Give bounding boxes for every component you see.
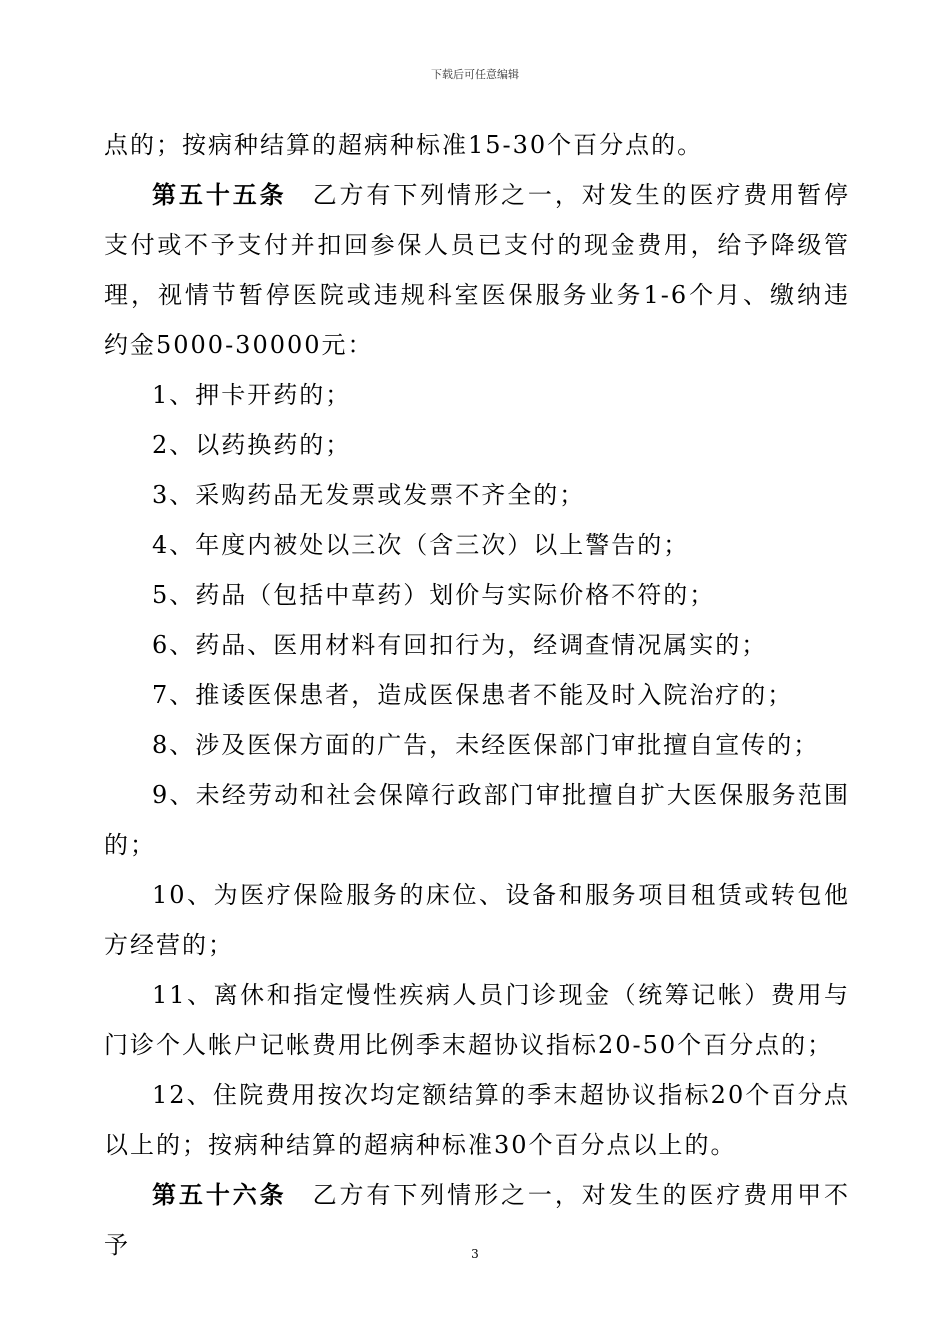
article-55 [104,170,850,370]
list-item: 2、以药换药的； [152,431,352,459]
list-item: 9、未经劳动和社会保障行政部门审批擅自扩大医保服务范围的； [104,781,850,859]
list-item: 12、住院费用按次均定额结算的季末超协议指标20个百分点以上的；按病种结算的超病种标准30个百分点以上的。 [104,1081,850,1159]
list-item: 5、药品（包括中草药）划价与实际价格不符的； [152,581,716,609]
list-item: 7、推诿医保患者，造成医保患者不能及时入院治疗的； [152,681,794,709]
article-56-text: 乙方有下列情形之一，对发生的医疗费用甲不予 [104,1181,851,1259]
list-item: 4、年度内被处以三次（含三次）以上警告的； [152,531,690,559]
paragraph-continuation: 点的；按病种结算的超病种标准15-30个百分点的。 [104,131,704,159]
list-item: 11、离休和指定慢性疾病人员门诊现金（统筹记帐）费用与门诊个人帐户记帐费用比例季末超协议指标20-50个百分点的； [104,981,850,1059]
page-header: 下载后可任意编辑 [431,68,519,81]
document-body [104,120,850,1270]
list-item: 10、为医疗保险服务的床位、设备和服务项目租赁或转包他方经营的； [104,881,850,959]
list-item: 8、涉及医保方面的广告，未经医保部门审批擅自宣传的； [152,731,820,759]
list-item: 1、押卡开药的； [152,381,352,409]
article-55-text: 乙方有下列情形之一，对发生的医疗费用暂停支付或不予支付并扣回参保人员已支付的现金费用，给予降级管理，视情节暂停医院或违规科室医保服务业务1-6个月、缴纳违约金5000-30000元： [104,181,851,359]
list-item: 3、采购药品无发票或发票不齐全的； [152,481,586,509]
article-56-label: 第五十六条 [152,1180,287,1209]
article-55-label: 第五十五条 [152,180,287,209]
list-item: 6、药品、医用材料有回扣行为，经调查情况属实的； [152,631,768,659]
page-number: 3 [471,1247,479,1261]
